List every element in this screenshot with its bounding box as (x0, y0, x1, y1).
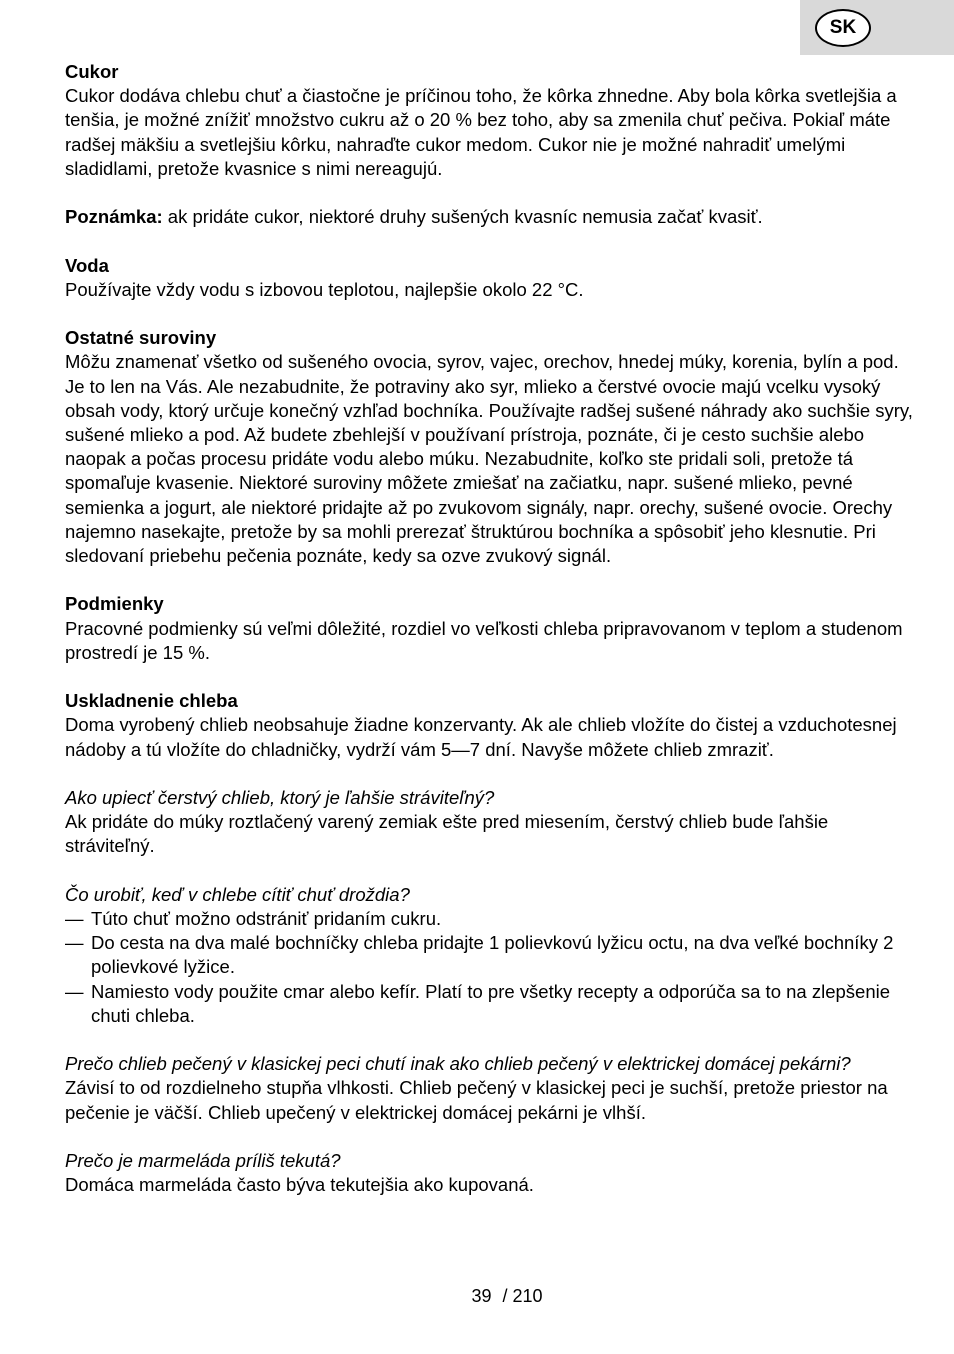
page-total: / 210 (502, 1286, 543, 1306)
list-item (65, 907, 915, 931)
document-body (65, 60, 915, 1222)
faq-oven-vs-breadmaker (65, 1052, 915, 1125)
section-text-water: Používajte vždy vodu s izbovou teplotou, najlepšie okolo 22 °C. (65, 278, 584, 300)
section-text-other-ingredients: Môžu znamenať všetko od sušeného ovocia, syrov, vajec, orechov, hnedej múky, korenia, bylín a pod. Je to len na Vás. Ale nezabudnite, že potraviny ako syr, mlieko a čerstvé ovocie majú vcelku vysoký obsah vody, ktorý určuje konečný vzhľad bochníka. Používajte radšej sušené náhrady ako suchšie syry, sušené mlieko a pod. Až budete zbehlejší v používaní prístroja, poznáte, či je cesto suchšie alebo naopak a počas procesu pridáte vodu alebo múku. Nezabudnite, koľko ste pridali soli, pretože tá spomaľuje kvasenie. Niektoré suroviny môžete zmiešať na začiatku, napr. sušené mlieko, pevné semienka a jogurt, ale niektoré pridajte až po zvukovom signály, napr. orechy, sušené ovocie. Orechy najemno nasekajte, pretože by sa mohli prerezať štruktúrou bochníka a spôsobiť jeho klesnutie. Pri sledovaní priebehu pečenia poznáte, kedy sa ozve zvukový signál. (65, 351, 913, 567)
faq-answer: Závisí to od rozdielneho stupňa vlhkosti. Chlieb pečený v klasickej peci je suchší, pretože priestor na pečenie je väčší. Chlieb upečený v elektrickej domácej pekárni je vlhší. (65, 1077, 888, 1123)
section-heading-sugar: Cukor (65, 61, 119, 82)
faq-answer: Domáca marmeláda často býva tekutejšia ako kupovaná. (65, 1174, 534, 1196)
list-item-text: Túto chuť možno odstrániť pridaním cukru. (91, 908, 442, 929)
faq-runny-jam (65, 1149, 915, 1197)
dash-bullet: — (65, 908, 84, 929)
section-heading-water: Voda (65, 254, 109, 276)
page-current: 39 (471, 1286, 492, 1306)
section-note (65, 205, 915, 229)
section-conditions (65, 592, 915, 665)
faq-answer: Ak pridáte do múky roztlačený varený zemiak ešte pred miesením, čerstvý chlieb bude ľahšie stráviteľný. (65, 811, 829, 857)
page-number (0, 1286, 954, 1307)
section-water (65, 254, 915, 302)
faq-question: Prečo je marmeláda príliš tekutá? (65, 1150, 341, 1171)
section-text-sugar: Cukor dodáva chlebu chuť a čiastočne je príčinou toho, že kôrka zhnedne. Aby bola kôrka svetlejšia a tenšia, je možné znížiť množstvo cukru až o 20 % bez toho, aby sa zmenila chuť pečiva. Pokiaľ máte radšej mäkšiu a svetlejšiu kôrku, nahraďte cukor medom. Cukor nie je možné nahradiť umelými sladidlami, pretože kvasnice s nimi nereagujú. (65, 85, 897, 179)
section-sugar (65, 60, 915, 181)
faq-question: Čo urobiť, keď v chlebe cítiť chuť droždia? (65, 883, 410, 905)
dash-bullet: — (65, 932, 84, 954)
note-label: Poznámka: (65, 206, 163, 228)
list-item (65, 931, 915, 979)
list-item-text: Namiesto vody použite cmar alebo kefír. Platí to pre všetky recepty a odporúča sa to na zlepšenie chuti chleba. (91, 980, 891, 1026)
note-text: ak pridáte cukor, niektoré druhy sušených kvasníc nemusia začať kvasiť. (162, 206, 763, 228)
faq-question: Ako upiecť čerstvý chlieb, ktorý je ľahšie stráviteľný? (65, 787, 495, 808)
language-badge: SK (815, 9, 871, 47)
section-text-storage: Doma vyrobený chlieb neobsahuje žiadne konzervanty. Ak ale chlieb vložíte do čistej a vzduchotesnej nádoby a tú vložíte do chladničky, vydrží vám 5—7 dní. Navyše môžete chlieb zmraziť. (65, 714, 897, 760)
faq-answer-list (65, 907, 915, 1028)
section-heading-conditions: Podmienky (65, 593, 164, 615)
section-heading-storage: Uskladnenie chleba (65, 690, 238, 712)
list-item (65, 980, 915, 1028)
faq-digestible-bread (65, 786, 915, 859)
note-paragraph (65, 205, 915, 229)
section-heading-other-ingredients: Ostatné suroviny (65, 327, 217, 349)
section-text-conditions: Pracovné podmienky sú veľmi dôležité, rozdiel vo veľkosti chleba pripravovanom v teplom a studenom prostredí je 15 %. (65, 617, 903, 663)
language-tab (800, 0, 954, 55)
dash-bullet: — (65, 980, 84, 1002)
section-storage (65, 689, 915, 762)
list-item-text: Do cesta na dva malé bochníčky chleba pridajte 1 polievkovú lyžicu octu, na dva veľké bochníky 2 polievkové lyžice. (91, 932, 894, 978)
section-other-ingredients (65, 326, 915, 568)
faq-yeast-taste (65, 883, 915, 1028)
faq-question: Prečo chlieb pečený v klasickej peci chutí inak ako chlieb pečený v elektrickej domácej pekárni? (65, 1053, 851, 1075)
